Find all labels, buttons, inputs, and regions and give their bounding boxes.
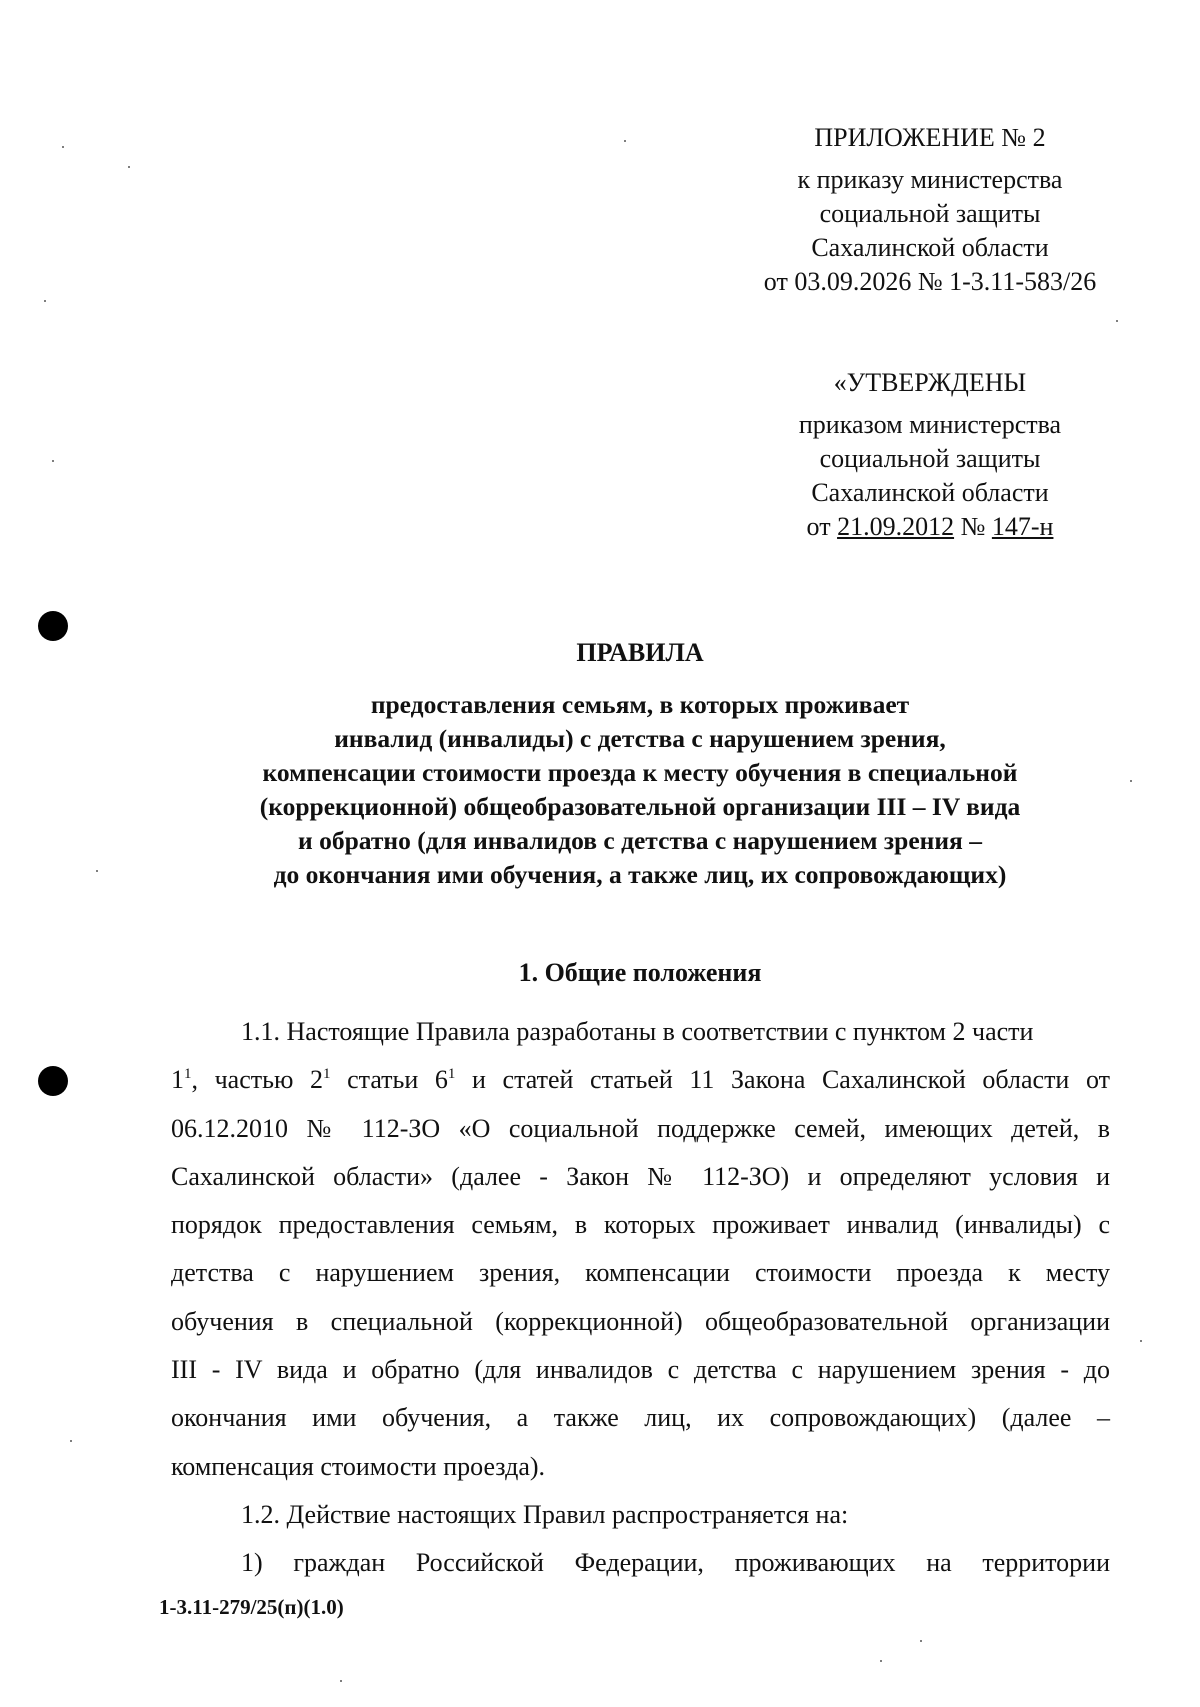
subtitle-line: и обратно (для инвалидов с детства с нарушением зрения –	[298, 826, 982, 855]
approved-block	[740, 366, 1120, 544]
binder-hole-bottom	[38, 1066, 68, 1096]
paragraph-1-1-line: детства с нарушением зрения, компенсации стоимости проезда к месту	[171, 1258, 1110, 1288]
scan-speckle	[1116, 320, 1118, 322]
scan-speckle	[128, 166, 130, 168]
paragraph-1-1-line: 06.12.2010 № 112-ЗО «О социальной поддержке семей, имеющих детей, в	[171, 1113, 1110, 1143]
scan-speckle	[70, 1440, 72, 1442]
appendix-block	[740, 121, 1120, 299]
paragraph-1-1-line: 1.1. Настоящие Правила разработаны в соответствии с пунктом 2 части	[241, 1017, 1034, 1046]
body-text	[171, 1008, 1110, 1588]
scan-speckle	[44, 300, 46, 302]
superscript: 1	[447, 1066, 456, 1083]
appendix-line: к приказу министерства	[797, 165, 1063, 194]
approved-line: приказом министерства	[798, 410, 1062, 439]
scan-speckle	[920, 1640, 922, 1642]
scan-speckle	[624, 140, 626, 142]
text-fragment: и статей статьей 11 Закона Сахалинской области от	[455, 1065, 1110, 1095]
approved-number-prefix: №	[954, 512, 992, 541]
appendix-line: от 03.09.2026 № 1-3.11-583/26	[763, 267, 1097, 296]
approved-line: социальной защиты	[819, 444, 1041, 473]
appendix-line: социальной защиты	[819, 199, 1041, 228]
approved-date: 21.09.2012	[837, 512, 955, 541]
subtitle-line: (коррекционной) общеобразовательной организации III – IV вида	[259, 792, 1021, 821]
text-fragment: 1	[171, 1065, 184, 1095]
appendix-heading: ПРИЛОЖЕНИЕ № 2	[814, 123, 1046, 152]
document-title: ПРАВИЛА	[576, 638, 704, 667]
approved-date-prefix: от	[806, 512, 838, 541]
paragraph-1-1-line: III - IV вида и обратно (для инвалидов с детства с нарушением зрения - до	[171, 1355, 1110, 1385]
appendix-line: Сахалинской области	[811, 233, 1049, 262]
scan-speckle	[1130, 780, 1132, 782]
scan-speckle	[340, 1680, 342, 1682]
approved-date-line	[740, 510, 1120, 544]
scan-speckle	[96, 870, 98, 872]
paragraph-1-1-line: порядок предоставления семьям, в которых проживает инвалид (инвалиды) с	[171, 1210, 1110, 1240]
scan-speckle	[62, 146, 64, 148]
paragraph-1-1-line: компенсация стоимости проезда).	[171, 1451, 546, 1481]
text-fragment: статьи 6	[330, 1065, 448, 1095]
subtitle-line: компенсации стоимости проезда к месту обучения в специальной	[262, 758, 1018, 787]
text-fragment: , частью 2	[191, 1065, 323, 1095]
paragraph-1-1-line: Сахалинской области» (далее - Закон № 112-ЗО) и определяют условия и	[171, 1161, 1110, 1191]
scan-speckle	[880, 1660, 882, 1662]
approved-line: Сахалинской области	[811, 478, 1049, 507]
subtitle-line: предоставления семьям, в которых проживает	[370, 690, 910, 719]
document-code-footer: 1-3.11-279/25(п)(1.0)	[159, 1595, 344, 1619]
approved-heading: «УТВЕРЖДЕНЫ	[833, 368, 1027, 397]
section-title: 1. Общие положения	[518, 958, 762, 987]
list-item-1: 1) граждан Российской Федерации, проживающих на территории	[241, 1548, 1110, 1578]
scan-speckle	[52, 460, 54, 462]
paragraph-1-1-line: обучения в специальной (коррекционной) общеобразовательной организации	[171, 1306, 1110, 1336]
document-subtitle	[150, 688, 1130, 892]
superscript: 1	[323, 1066, 331, 1083]
superscript: 1	[184, 1066, 192, 1083]
subtitle-line: инвалид (инвалиды) с детства с нарушением зрения,	[334, 724, 946, 753]
paragraph-1-1-line: окончания ими обучения, а также лиц, их сопровождающих) (далее –	[171, 1403, 1110, 1433]
scan-speckle	[1140, 1340, 1142, 1342]
paragraph-1-2: 1.2. Действие настоящих Правил распространяется на:	[241, 1499, 849, 1529]
approved-number: 147-н	[991, 512, 1054, 541]
paragraph-1-1-line	[171, 1056, 1110, 1104]
binder-hole-top	[38, 611, 68, 641]
subtitle-line: до окончания ими обучения, а также лиц, их сопровождающих)	[273, 860, 1007, 889]
